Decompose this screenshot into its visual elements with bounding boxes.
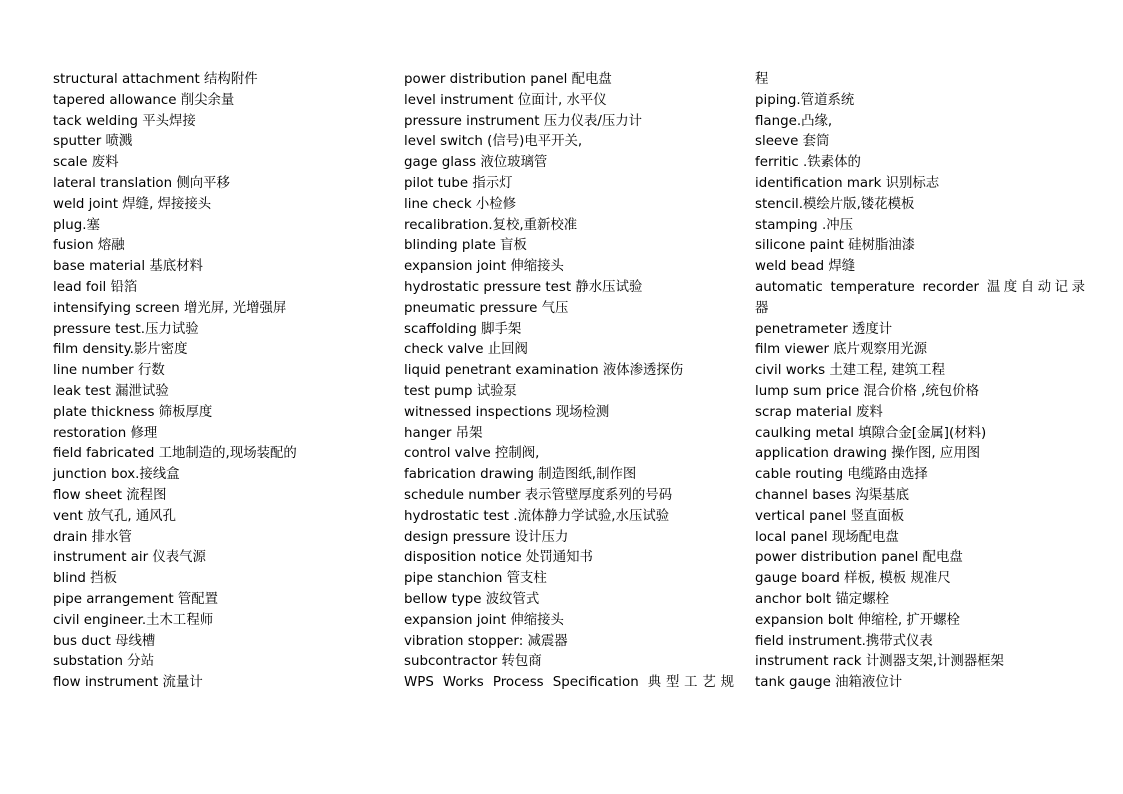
glossary-entry: hanger 吊架 xyxy=(404,425,483,441)
glossary-entry: design pressure 设计压力 xyxy=(404,529,569,545)
glossary-entry: weld joint 焊缝, 焊接接头 xyxy=(53,196,212,212)
glossary-entry: caulking metal 填隙合金[金属](材料) xyxy=(755,425,987,441)
glossary-entry: 程 xyxy=(755,72,769,87)
glossary-entry: field fabricated 工地制造的,现场装配的 xyxy=(53,446,297,462)
glossary-entry: fabrication drawing 制造图纸,制作图 xyxy=(404,467,637,483)
glossary-entry: expansion bolt 伸缩栓, 扩开螺栓 xyxy=(755,612,960,628)
glossary-entry: flow instrument 流量计 xyxy=(53,675,203,691)
glossary-entry: vent 放气孔, 通风孔 xyxy=(53,508,177,524)
glossary-column-3 xyxy=(755,70,1085,694)
glossary-entry: WPS Works Process Specification 典型工艺规 xyxy=(404,675,734,691)
glossary-entry: piping.管道系统 xyxy=(755,92,855,108)
glossary-entry: automatic temperature recorder 温度自动记录 xyxy=(755,279,1085,295)
glossary-entry: restoration 修理 xyxy=(53,425,158,441)
glossary-entry: film viewer 底片观察用光源 xyxy=(755,342,928,358)
glossary-entry: lead foil 铅箔 xyxy=(53,279,138,295)
glossary-entry: expansion joint 伸缩接头 xyxy=(404,259,564,275)
glossary-entry: civil works 土建工程, 建筑工程 xyxy=(755,363,945,379)
glossary-entry: scale 废料 xyxy=(53,155,119,171)
glossary-entry: leak test 漏泄试验 xyxy=(53,383,169,399)
glossary-entry: instrument rack 计测器支架,计测器框架 xyxy=(755,654,1004,670)
glossary-entry: power distribution panel 配电盘 xyxy=(755,550,963,566)
glossary-entry: stamping .冲压 xyxy=(755,217,853,233)
glossary-entry: liquid penetrant examination 液体渗透探伤 xyxy=(404,363,684,379)
glossary-entry: vertical panel 竖直面板 xyxy=(755,508,905,524)
glossary-entry: gauge board 样板, 模板 规准尺 xyxy=(755,571,951,587)
glossary-entry: plate thickness 筛板厚度 xyxy=(53,404,213,420)
glossary-entry: hydrostatic pressure test 静水压试验 xyxy=(404,279,643,295)
glossary-entry: civil engineer.土木工程师 xyxy=(53,612,214,628)
glossary-entry: cable routing 电缆路由选择 xyxy=(755,467,928,483)
glossary-entry: test pump 试验泵 xyxy=(404,383,517,399)
glossary-entry: hydrostatic test .流体静力学试验,水压试验 xyxy=(404,508,670,524)
glossary-entry: plug.塞 xyxy=(53,217,100,233)
glossary-entry: level instrument 位面计, 水平仪 xyxy=(404,92,607,108)
glossary-entry: application drawing 操作图, 应用图 xyxy=(755,446,981,462)
glossary-entry: vibration stopper: 减震器 xyxy=(404,633,568,649)
glossary-entry: weld bead 焊缝 xyxy=(755,259,856,275)
glossary-entry: lateral translation 侧向平移 xyxy=(53,175,230,191)
glossary-column-2 xyxy=(404,70,734,694)
glossary-entry: fusion 熔融 xyxy=(53,238,125,254)
glossary-entry: line check 小检修 xyxy=(404,196,517,212)
glossary-entry: drain 排水管 xyxy=(53,529,132,545)
glossary-entry: pressure instrument 压力仪表/压力计 xyxy=(404,113,643,129)
glossary-entry: sleeve 套筒 xyxy=(755,134,830,150)
glossary-entry: sputter 喷溅 xyxy=(53,134,133,150)
glossary-entry: local panel 现场配电盘 xyxy=(755,529,899,545)
glossary-entry: line number 行数 xyxy=(53,363,165,379)
glossary-entry: silicone paint 硅树脂油漆 xyxy=(755,238,916,254)
glossary-entry: pilot tube 指示灯 xyxy=(404,175,513,191)
glossary-entry: level switch (信号)电平开关, xyxy=(404,134,583,150)
glossary-entry: penetrameter 透度计 xyxy=(755,321,893,337)
glossary-entry: disposition notice 处罚通知书 xyxy=(404,550,593,566)
glossary-entry: identification mark 识别标志 xyxy=(755,175,940,191)
glossary-entry: film density.影片密度 xyxy=(53,342,188,358)
glossary-entry: lump sum price 混合价格 ,统包价格 xyxy=(755,383,979,399)
glossary-entry: recalibration.复校,重新校准 xyxy=(404,217,578,233)
glossary-entry: gage glass 液位玻璃管 xyxy=(404,155,548,171)
glossary-entry: channel bases 沟渠基底 xyxy=(755,487,909,503)
glossary-column-1 xyxy=(53,70,383,694)
glossary-entry: field instrument.携带式仪表 xyxy=(755,633,933,649)
glossary-entry: blinding plate 盲板 xyxy=(404,238,527,254)
glossary-entry: intensifying screen 增光屏, 光增强屏 xyxy=(53,300,287,316)
glossary-entry: expansion joint 伸缩接头 xyxy=(404,612,564,628)
glossary-entry: flow sheet 流程图 xyxy=(53,487,167,503)
glossary-entry: pipe arrangement 管配置 xyxy=(53,591,219,607)
glossary-entry: ferritic .铁素体的 xyxy=(755,155,861,171)
glossary-entry: power distribution panel 配电盘 xyxy=(404,72,612,87)
glossary-entry: control valve 控制阀, xyxy=(404,446,540,462)
glossary-entry: tank gauge 油箱液位计 xyxy=(755,675,903,691)
glossary-entry: bellow type 波纹管式 xyxy=(404,591,540,607)
glossary-entry: blind 挡板 xyxy=(53,571,117,587)
glossary-entry: pressure test.压力试验 xyxy=(53,321,199,337)
glossary-entry: 器 xyxy=(755,300,769,316)
glossary-entry: scaffolding 脚手架 xyxy=(404,321,522,337)
glossary-entry: flange.凸缘, xyxy=(755,113,833,129)
glossary-entry: instrument air 仪表气源 xyxy=(53,550,206,566)
glossary-entry: anchor bolt 锚定螺栓 xyxy=(755,591,889,607)
glossary-entry: structural attachment 结构附件 xyxy=(53,72,258,87)
glossary-entry: scrap material 废料 xyxy=(755,404,883,420)
glossary-entry: schedule number 表示管壁厚度系列的号码 xyxy=(404,487,673,503)
glossary-entry: junction box.接线盒 xyxy=(53,467,180,483)
glossary-entry: check valve 止回阀 xyxy=(404,342,528,358)
glossary-entry: base material 基底材料 xyxy=(53,259,203,275)
glossary-entry: tapered allowance 削尖余量 xyxy=(53,92,235,108)
glossary-entry: subcontractor 转包商 xyxy=(404,654,542,670)
glossary-entry: pipe stanchion 管支柱 xyxy=(404,571,547,587)
glossary-entry: witnessed inspections 现场检测 xyxy=(404,404,610,420)
glossary-entry: stencil.模绘片版,镂花模板 xyxy=(755,196,915,212)
glossary-entry: tack welding 平头焊接 xyxy=(53,113,196,129)
glossary-entry: pneumatic pressure 气压 xyxy=(404,300,569,316)
glossary-entry: substation 分站 xyxy=(53,654,155,670)
glossary-entry: bus duct 母线槽 xyxy=(53,633,156,649)
